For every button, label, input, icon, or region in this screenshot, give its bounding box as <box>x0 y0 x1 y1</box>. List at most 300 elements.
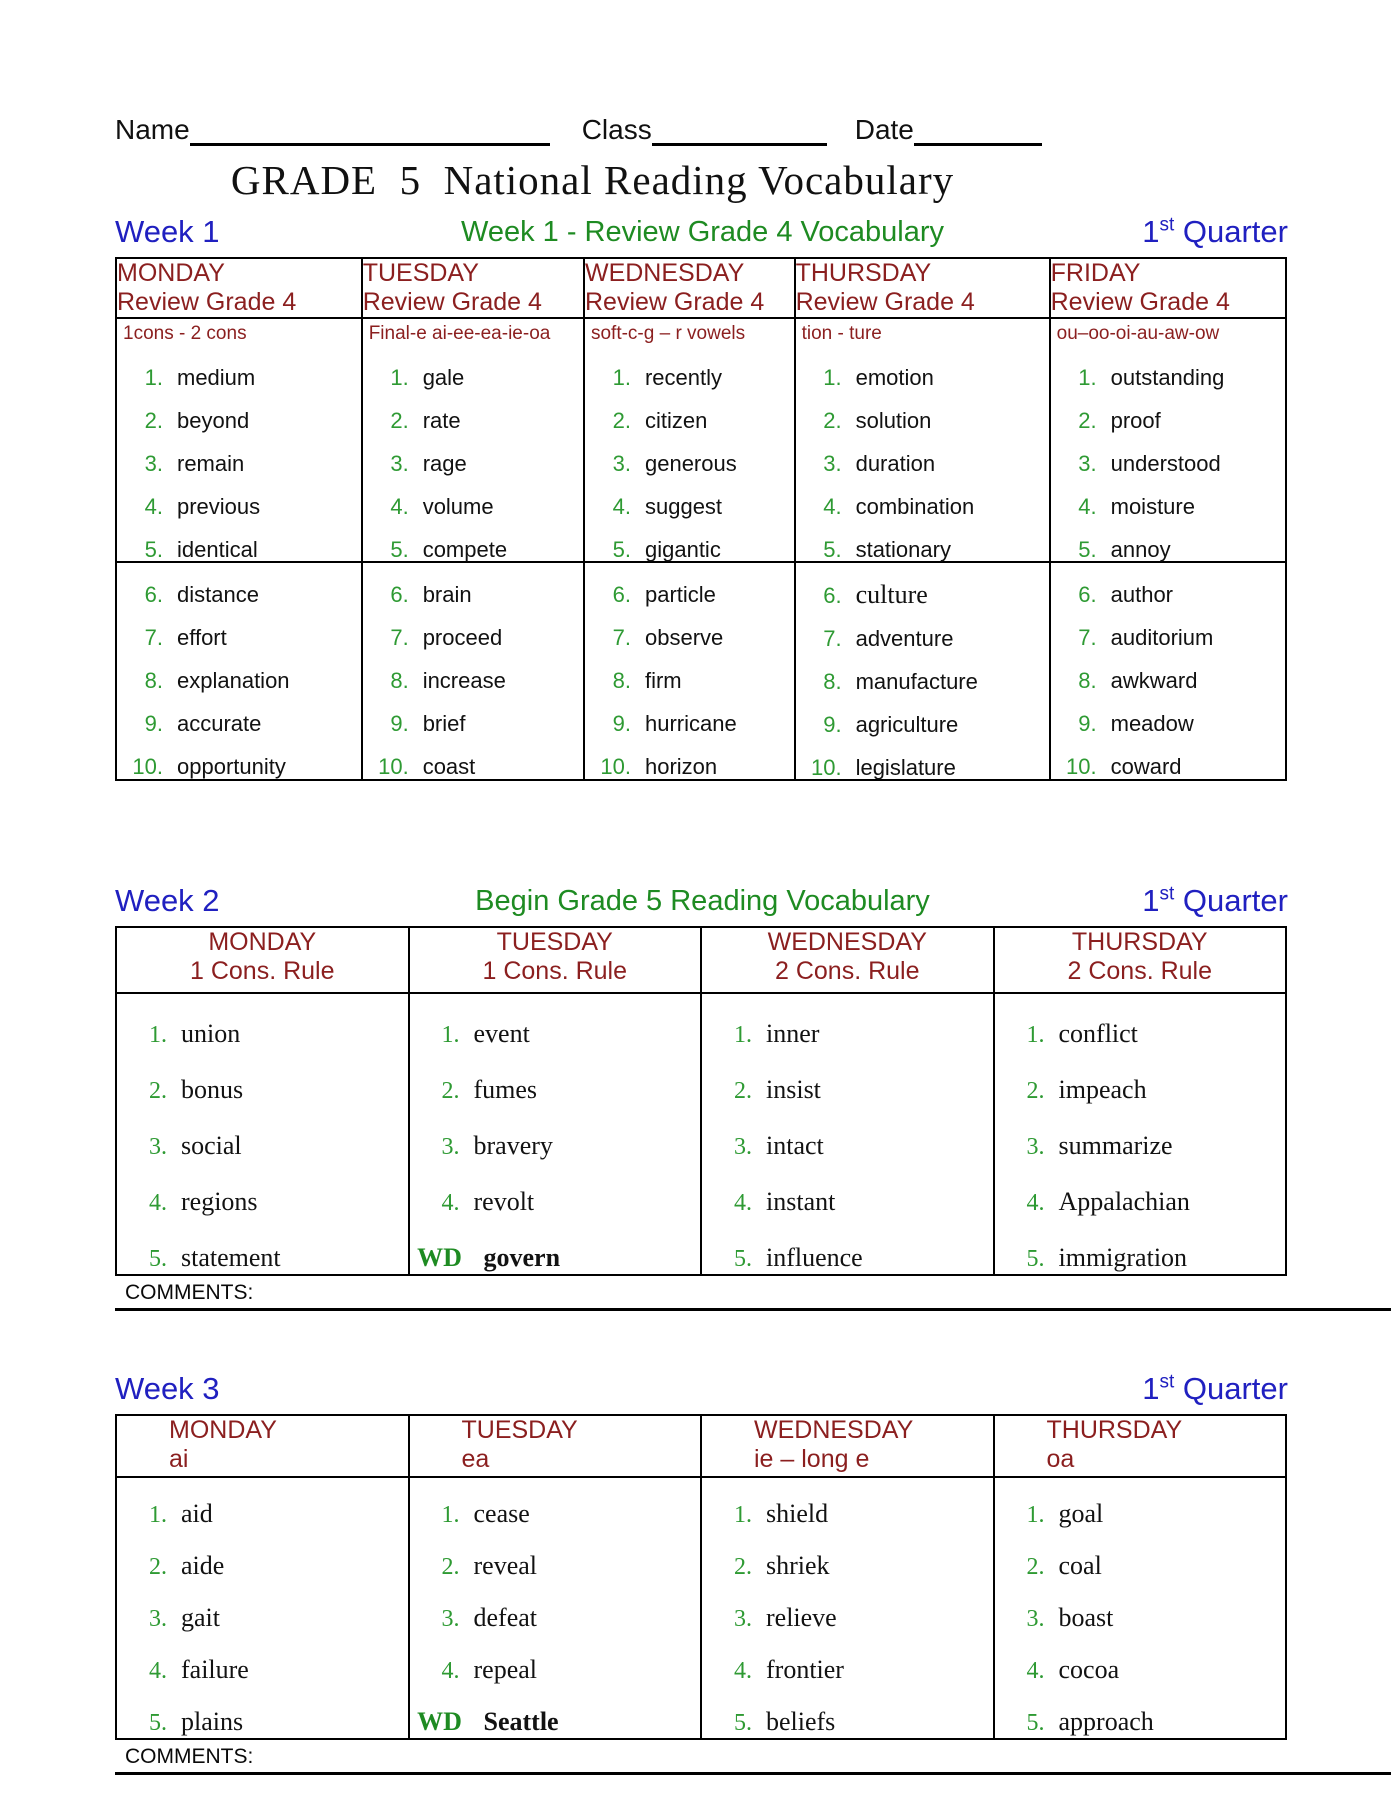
day-header-cell <box>116 927 409 993</box>
quarter-ordinal-suffix: st <box>1159 883 1175 905</box>
item-word: frontier <box>766 1655 844 1684</box>
phonics-rule: tion - ture <box>801 323 882 344</box>
item-number: 3. <box>149 1606 167 1632</box>
item-word: opportunity <box>177 754 286 779</box>
item-word: regions <box>181 1187 258 1216</box>
item-word: identical <box>177 537 258 562</box>
item-word: particle <box>644 582 716 607</box>
vocab-item <box>995 1707 1286 1738</box>
vocab-item <box>117 1131 408 1162</box>
vocab-item <box>363 583 583 606</box>
vocab-item <box>585 712 794 735</box>
vocab-item <box>410 1603 701 1634</box>
vocab-item <box>117 1655 408 1686</box>
day-name: TUESDAY <box>362 259 479 287</box>
vocab-item <box>117 755 361 778</box>
item-word: culture <box>855 580 928 609</box>
item-word: effort <box>177 625 227 650</box>
day-header-cell <box>409 1415 702 1477</box>
item-number: 4. <box>1026 1190 1045 1216</box>
name-blank-line <box>190 113 550 146</box>
week-label: Week 1 <box>115 214 220 249</box>
comments-row <box>115 1743 1391 1775</box>
item-number: 5. <box>823 537 842 562</box>
item-word: meadow <box>1110 711 1194 736</box>
item-number: 4. <box>144 494 163 519</box>
vocab-item <box>1051 669 1285 692</box>
wd-label: WD <box>417 1707 462 1736</box>
week-heading <box>115 210 1290 257</box>
day-name: MONDAY <box>169 1416 277 1444</box>
vocab-item <box>1051 755 1285 778</box>
item-number: 5. <box>144 537 163 562</box>
item-word: awkward <box>1110 668 1198 693</box>
word-of-day-row <box>410 1243 701 1272</box>
item-word: inner <box>766 1019 820 1048</box>
items-cell <box>584 318 795 562</box>
item-number: 2. <box>1026 1554 1045 1580</box>
vocab-item <box>995 1551 1286 1582</box>
day-header-row <box>116 258 1286 318</box>
item-number: 2. <box>441 1078 460 1104</box>
item-number: 2. <box>149 1078 167 1104</box>
day-subtitle: 2 Cons. Rule <box>1067 957 1213 985</box>
item-word: duration <box>855 451 936 476</box>
items-cell <box>116 562 362 780</box>
vocab-item <box>363 409 583 432</box>
day-name: MONDAY <box>117 259 225 287</box>
vocab-item <box>363 755 583 778</box>
vocab-item <box>363 366 583 389</box>
page-content <box>115 110 1290 1775</box>
quarter-label <box>1142 883 1288 919</box>
item-number: 6. <box>612 582 631 607</box>
item-word: moisture <box>1110 494 1195 519</box>
page-title: GRADE 5 National Reading Vocabulary <box>230 157 955 203</box>
item-number: 2. <box>1026 1078 1045 1104</box>
vocab-item <box>702 1655 993 1686</box>
day-header-cell <box>409 927 702 993</box>
item-number: 3. <box>1078 451 1097 476</box>
item-word: cease <box>473 1499 530 1528</box>
vocab-item <box>363 626 583 649</box>
item-number: 4. <box>441 1658 460 1684</box>
item-word: compete <box>422 537 508 562</box>
item-word: proceed <box>422 625 503 650</box>
day-header-cell <box>701 927 994 993</box>
vocab-item <box>796 580 1049 609</box>
day-name: TUESDAY <box>461 1416 578 1444</box>
item-number: 7. <box>1078 625 1097 650</box>
vocab-item <box>1051 452 1285 475</box>
week-section-2 <box>115 879 1290 1311</box>
item-number: 4. <box>149 1190 167 1216</box>
item-word: social <box>181 1131 242 1160</box>
date-blank-line <box>914 113 1042 146</box>
vocab-item <box>995 1019 1286 1050</box>
day-header-row <box>116 1415 1286 1477</box>
item-number: 2. <box>390 408 409 433</box>
vocab-item <box>117 409 361 432</box>
vocab-item <box>796 409 1049 432</box>
quarter-word: Quarter <box>1174 1371 1288 1406</box>
items-top-row <box>116 318 1286 562</box>
item-word: gait <box>181 1603 220 1632</box>
day-name: TUESDAY <box>496 928 613 956</box>
vocab-item <box>1051 366 1285 389</box>
vocab-item <box>995 1187 1286 1218</box>
item-number: 3. <box>734 1606 752 1632</box>
day-subtitle: Review Grade 4 <box>1050 288 1230 316</box>
item-number: 2. <box>734 1078 752 1104</box>
item-word: summarize <box>1058 1131 1173 1160</box>
item-number: 5. <box>1078 537 1097 562</box>
vocab-item <box>117 1075 408 1106</box>
vocab-item <box>995 1243 1286 1274</box>
vocab-item <box>995 1075 1286 1106</box>
item-word: boast <box>1058 1603 1114 1632</box>
item-word: legislature <box>855 755 956 780</box>
item-word: shield <box>766 1499 829 1528</box>
item-word: fumes <box>473 1075 538 1104</box>
name-label: Name <box>115 114 190 145</box>
item-word: gale <box>422 365 465 390</box>
item-word: brain <box>422 582 472 607</box>
table-body <box>116 1415 1286 1739</box>
day-name: MONDAY <box>208 928 317 956</box>
item-number: 10. <box>810 755 842 780</box>
vocab-item <box>995 1499 1286 1530</box>
item-number: 1. <box>734 1022 752 1048</box>
item-number: 4. <box>441 1190 460 1216</box>
item-word: observe <box>644 625 724 650</box>
vocab-item <box>117 452 361 475</box>
item-word: coward <box>1110 754 1182 779</box>
item-word: coast <box>422 754 476 779</box>
item-word: horizon <box>644 754 718 779</box>
item-word: defeat <box>473 1603 538 1632</box>
item-word: recently <box>644 365 723 390</box>
vocab-item <box>117 1603 408 1634</box>
word-of-day-row <box>410 1707 701 1736</box>
week-section-3 <box>115 1367 1290 1775</box>
day-header-cell <box>1050 258 1286 318</box>
wd-label: WD <box>417 1243 462 1272</box>
phonics-rule: 1cons - 2 cons <box>123 323 247 344</box>
item-word: relieve <box>766 1603 837 1632</box>
item-word: goal <box>1058 1499 1104 1528</box>
item-number: 1. <box>149 1022 167 1048</box>
vocab-item <box>117 712 361 735</box>
vocab-item <box>796 495 1049 518</box>
comments-label: COMMENTS: <box>125 1745 254 1768</box>
week-label: Week 3 <box>115 1371 220 1406</box>
item-word: proof <box>1110 408 1161 433</box>
item-number: 10. <box>1066 754 1097 779</box>
item-word: gigantic <box>644 537 721 562</box>
vocab-item <box>702 1707 993 1738</box>
vocab-table <box>115 257 1287 781</box>
class-label: Class <box>581 114 652 145</box>
day-subtitle: 2 Cons. Rule <box>774 957 920 985</box>
vocab-item <box>1051 583 1285 606</box>
item-word: influence <box>766 1243 863 1272</box>
day-header-cell <box>994 927 1287 993</box>
item-number: 2. <box>734 1554 752 1580</box>
vocab-item <box>410 1131 701 1162</box>
vocab-item <box>702 1551 993 1582</box>
day-header-cell <box>362 258 584 318</box>
item-word: remain <box>177 451 245 476</box>
vocab-item <box>117 495 361 518</box>
item-word: previous <box>177 494 261 519</box>
item-word: brief <box>422 711 466 736</box>
item-number: 1. <box>823 365 842 390</box>
item-number: 5. <box>612 537 631 562</box>
item-word: suggest <box>644 494 723 519</box>
day-subtitle: ie – long e <box>754 1445 870 1473</box>
item-word: repeal <box>473 1655 538 1684</box>
item-number: 2. <box>441 1554 460 1580</box>
vocab-item <box>363 712 583 735</box>
item-number: 5. <box>149 1710 167 1736</box>
item-number: 2. <box>612 408 631 433</box>
quarter-label <box>1142 1371 1288 1407</box>
item-word: annoy <box>1110 537 1171 562</box>
vocab-item <box>585 538 794 561</box>
vocab-item <box>796 756 1049 779</box>
vocab-item <box>585 626 794 649</box>
day-name: WEDNESDAY <box>754 1416 914 1444</box>
item-number: 8. <box>823 669 842 694</box>
item-word: auditorium <box>1110 625 1214 650</box>
item-number: 4. <box>390 494 409 519</box>
vocab-item <box>796 627 1049 650</box>
items-cell <box>116 1477 409 1739</box>
vocab-table <box>115 926 1287 1276</box>
vocab-item <box>410 1655 701 1686</box>
day-name: THURSDAY <box>1046 1416 1183 1444</box>
item-word: distance <box>177 582 259 607</box>
vocab-item <box>363 495 583 518</box>
item-word: shriek <box>766 1551 830 1580</box>
items-cell <box>362 318 584 562</box>
quarter-word: Quarter <box>1174 214 1288 249</box>
vocab-item <box>702 1187 993 1218</box>
vocab-item <box>117 669 361 692</box>
vocab-item <box>585 409 794 432</box>
day-name: THURSDAY <box>795 259 932 287</box>
vocab-item <box>117 626 361 649</box>
vocab-item <box>702 1075 993 1106</box>
item-number: 6. <box>823 583 842 608</box>
day-name: WEDNESDAY <box>767 928 927 956</box>
item-number: 5. <box>734 1710 752 1736</box>
comments-row <box>115 1279 1391 1311</box>
item-word: plains <box>181 1707 244 1736</box>
item-word: revolt <box>473 1187 535 1216</box>
phonics-rule: soft-c-g – r vowels <box>590 323 746 344</box>
item-number: 9. <box>823 712 842 737</box>
quarter-ordinal-suffix: st <box>1159 214 1175 236</box>
item-word: union <box>181 1019 241 1048</box>
item-word: cocoa <box>1058 1655 1120 1684</box>
items-cell <box>409 1477 702 1739</box>
day-name: THURSDAY <box>1071 928 1208 956</box>
quarter-ordinal-suffix: st <box>1159 1371 1175 1393</box>
item-word: understood <box>1110 451 1221 476</box>
vocab-item <box>702 1499 993 1530</box>
vocab-item <box>410 1551 701 1582</box>
item-word: manufacture <box>855 669 978 694</box>
item-word: generous <box>644 451 737 476</box>
item-number: 4. <box>1078 494 1097 519</box>
week-heading <box>115 1367 1290 1414</box>
vocab-item <box>702 1019 993 1050</box>
item-word: emotion <box>855 365 934 390</box>
item-word: coal <box>1058 1551 1102 1580</box>
item-number: 2. <box>149 1554 167 1580</box>
item-number: 4. <box>149 1658 167 1684</box>
item-word: beyond <box>177 408 250 433</box>
item-word: aid <box>181 1499 213 1528</box>
items-cell <box>701 993 994 1275</box>
vocab-item <box>585 366 794 389</box>
items-cell <box>116 318 362 562</box>
vocab-item <box>117 366 361 389</box>
item-number: 9. <box>1078 711 1097 736</box>
day-header-cell <box>116 258 362 318</box>
day-subtitle: ea <box>461 1445 490 1473</box>
item-number: 1. <box>612 365 631 390</box>
item-word: aide <box>181 1551 225 1580</box>
week-label: Week 2 <box>115 883 220 918</box>
item-word: hurricane <box>644 711 737 736</box>
item-number: 4. <box>1026 1658 1045 1684</box>
item-word: firm <box>644 668 682 693</box>
item-number: 10. <box>132 754 163 779</box>
item-number: 10. <box>378 754 409 779</box>
vocab-item <box>117 1707 408 1738</box>
item-word: rage <box>422 451 467 476</box>
item-word: bonus <box>181 1075 244 1104</box>
vocab-item <box>117 1243 408 1274</box>
items-row <box>116 1477 1286 1739</box>
quarter-number: 1 <box>1142 214 1160 249</box>
vocab-item <box>117 1499 408 1530</box>
item-number: 6. <box>1078 582 1097 607</box>
vocab-item <box>1051 409 1285 432</box>
item-word: author <box>1110 582 1174 607</box>
item-number: 3. <box>1026 1606 1045 1632</box>
vocab-item <box>702 1243 993 1274</box>
vocab-item <box>363 669 583 692</box>
day-header-cell <box>701 1415 994 1477</box>
item-number: 3. <box>823 451 842 476</box>
item-word: reveal <box>473 1551 538 1580</box>
day-subtitle: Review Grade 4 <box>584 288 765 316</box>
item-number: 4. <box>734 1658 752 1684</box>
item-number: 1. <box>390 365 409 390</box>
item-number: 4. <box>612 494 631 519</box>
item-word: impeach <box>1058 1075 1147 1104</box>
item-number: 9. <box>390 711 409 736</box>
item-number: 1. <box>441 1502 460 1528</box>
day-header-cell <box>584 258 795 318</box>
items-cell <box>795 562 1050 780</box>
item-number: 5. <box>390 537 409 562</box>
items-bottom-row <box>116 562 1286 780</box>
items-cell <box>116 993 409 1275</box>
items-cell <box>701 1477 994 1739</box>
item-word: explanation <box>177 668 290 693</box>
vocab-item <box>363 538 583 561</box>
item-word: citizen <box>644 408 708 433</box>
items-cell <box>1050 318 1286 562</box>
vocab-item <box>995 1655 1286 1686</box>
day-subtitle: oa <box>1046 1445 1075 1473</box>
item-word: medium <box>177 365 256 390</box>
items-cell <box>994 1477 1287 1739</box>
table-body <box>116 927 1286 1275</box>
vocab-item <box>1051 712 1285 735</box>
table-body <box>116 258 1286 780</box>
items-cell <box>584 562 795 780</box>
item-number: 6. <box>144 582 163 607</box>
item-number: 8. <box>612 668 631 693</box>
items-cell <box>362 562 584 780</box>
item-word: conflict <box>1058 1019 1138 1048</box>
day-subtitle: Review Grade 4 <box>362 288 542 316</box>
item-number: 7. <box>823 626 842 651</box>
item-number: 3. <box>144 451 163 476</box>
item-word: adventure <box>855 626 954 651</box>
item-word: outstanding <box>1110 365 1225 390</box>
vocab-item <box>410 1499 701 1530</box>
item-word: Appalachian <box>1058 1187 1190 1216</box>
items-row <box>116 993 1286 1275</box>
item-number: 8. <box>390 668 409 693</box>
items-cell <box>994 993 1287 1275</box>
vocab-item <box>995 1603 1286 1634</box>
item-word: event <box>473 1019 530 1048</box>
vocab-item <box>585 452 794 475</box>
phonics-rule: Final-e ai-ee-ea-ie-oa <box>368 323 551 344</box>
item-number: 1. <box>149 1502 167 1528</box>
wd-word: govern <box>483 1243 561 1272</box>
item-word: increase <box>422 668 506 693</box>
student-id-row <box>115 110 1290 146</box>
day-subtitle: Review Grade 4 <box>117 288 297 316</box>
vocab-item <box>117 1187 408 1218</box>
items-cell <box>1050 562 1286 780</box>
item-number: 1. <box>1078 365 1097 390</box>
vocab-table <box>115 1414 1287 1740</box>
item-number: 2. <box>1078 408 1097 433</box>
vocab-item <box>117 1551 408 1582</box>
class-blank-line <box>652 113 827 146</box>
week-subtitle: Week 1 - Review Grade 4 Vocabulary <box>460 216 945 248</box>
item-word: agriculture <box>855 712 959 737</box>
day-header-cell <box>994 1415 1287 1477</box>
vocab-item <box>585 755 794 778</box>
item-word: statement <box>181 1243 281 1272</box>
day-subtitle: 1 Cons. Rule <box>482 957 628 985</box>
date-label: Date <box>854 114 914 145</box>
vocab-item <box>410 1019 701 1050</box>
item-word: combination <box>855 494 975 519</box>
item-number: 5. <box>149 1246 167 1272</box>
